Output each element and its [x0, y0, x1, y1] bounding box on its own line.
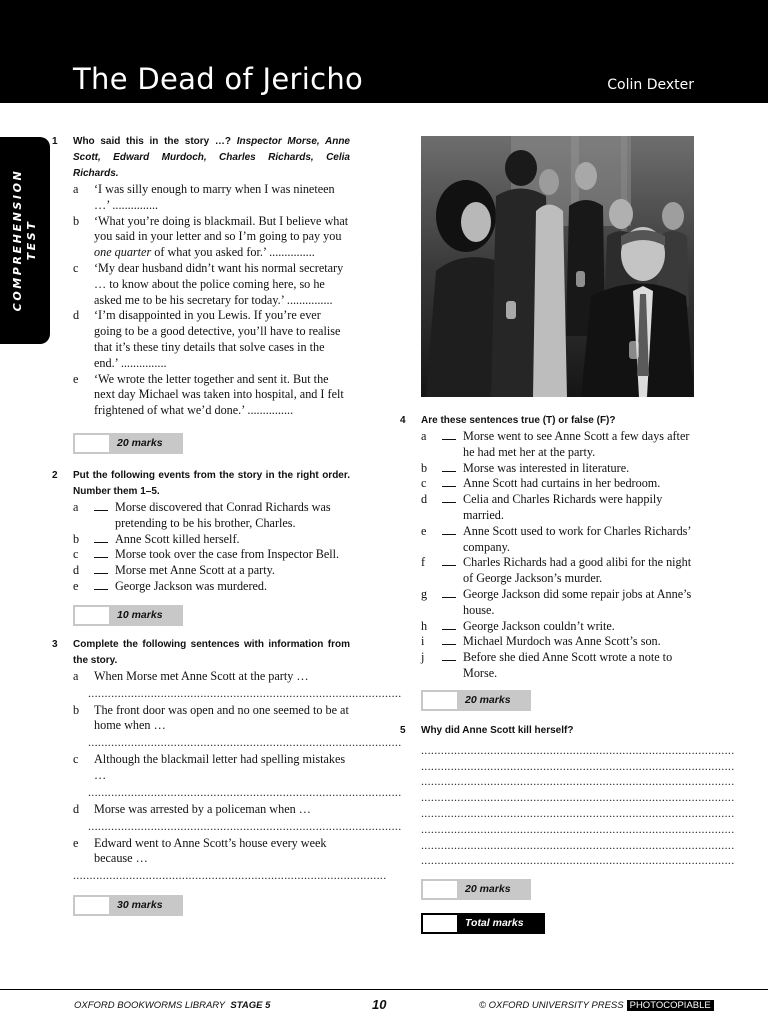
list-item	[52, 308, 350, 371]
list-item	[52, 669, 350, 685]
item-letter: c	[73, 547, 79, 562]
answer-blank[interactable]	[442, 555, 456, 566]
item-text: Morse took over the case from Inspector Bell.	[115, 547, 340, 562]
prompt-lead: Who said this in the story …?	[73, 136, 237, 147]
question-2	[52, 468, 350, 500]
item-letter: e	[73, 578, 79, 593]
photocopiable-badge: PHOTOCOPIABLE	[627, 1000, 714, 1011]
answer-line[interactable]: ...............................................................................................	[88, 784, 402, 799]
list-item	[52, 563, 350, 579]
item-text: Morse was interested in literature.	[463, 460, 630, 475]
item-text: ‘My dear husband didn’t want his normal secretary … to know about the police coming here, so he asked me to be his secretary for today.’ ...............	[94, 260, 344, 307]
item-text: Michael Murdoch was Anne Scott’s son.	[463, 634, 661, 649]
item-text: Morse was arrested by a policeman when …	[94, 801, 311, 816]
answer-line[interactable]: ...............................................................................................	[421, 853, 735, 868]
item-letter: b	[421, 460, 428, 475]
answer-blank[interactable]	[442, 524, 456, 535]
item-text-pre: ‘What you’re doing is blackmail. But I believe what you said in your letter and so I’m going to pay you	[94, 213, 349, 244]
side-tab-label	[11, 169, 39, 312]
answer-blank[interactable]	[94, 579, 108, 590]
left-column	[52, 134, 402, 916]
question-number: 2	[52, 469, 58, 481]
right-column	[400, 413, 735, 934]
item-text: The front door was open and no one seemed to be at home when …	[94, 702, 349, 733]
party-photo	[421, 136, 694, 397]
party-photo-illustration	[421, 136, 694, 397]
item-text: George Jackson was murdered.	[115, 578, 268, 593]
comprehension-test-tab	[0, 137, 50, 344]
marks-label: 20 marks	[117, 436, 163, 449]
list-item	[400, 524, 696, 556]
item-text: ‘I was silly enough to marry when I was nineteen …’ ...............	[94, 182, 335, 212]
item-letter: c	[421, 476, 427, 491]
answer-blank[interactable]	[442, 476, 456, 487]
item-letter: c	[73, 752, 79, 767]
marks-label: 20 marks	[465, 883, 511, 896]
question-prompt: Put the following events from the story in the right order. Number them 1–5.	[73, 469, 350, 497]
author-name: Colin Dexter	[607, 77, 694, 93]
answer-line[interactable]: ...............................................................................................	[73, 868, 387, 883]
marks-box-q5	[421, 879, 531, 900]
list-item	[400, 555, 696, 587]
answer-blank[interactable]	[442, 461, 456, 472]
answer-line[interactable]: ...............................................................................................	[421, 758, 735, 773]
question-prompt	[73, 134, 350, 182]
answer-blank[interactable]	[94, 532, 108, 543]
answer-blank[interactable]	[94, 547, 108, 558]
item-text: When Morse met Anne Scott at the party …	[94, 668, 309, 683]
total-marks-label: Total marks	[465, 917, 524, 930]
marks-input[interactable]	[423, 881, 457, 898]
total-marks-input[interactable]	[423, 915, 457, 932]
marks-box-q2	[73, 605, 183, 626]
list-item	[52, 500, 350, 532]
item-letter: a	[73, 668, 79, 683]
answer-line[interactable]: ...............................................................................................	[88, 735, 402, 750]
answer-blank[interactable]	[442, 492, 456, 503]
list-item	[400, 429, 696, 461]
question-prompt: Why did Anne Scott kill herself?	[421, 724, 574, 736]
side-tab-line2: TEST	[25, 219, 38, 261]
question-prompt: Are these sentences true (T) or false (F)?	[421, 415, 616, 426]
answer-line[interactable]: ...............................................................................................	[421, 774, 735, 789]
answer-blank[interactable]	[442, 650, 456, 661]
item-letter: d	[421, 492, 428, 507]
item-text: Morse met Anne Scott at a party.	[115, 563, 275, 578]
item-text: Anne Scott killed herself.	[115, 531, 240, 546]
item-text: Charles Richards had a good alibi for the night of George Jackson’s murder.	[463, 555, 692, 586]
side-tab-line1: COMPREHENSION	[11, 168, 24, 312]
item-letter: d	[73, 801, 80, 816]
list-item	[400, 634, 696, 650]
total-marks-box	[421, 913, 545, 934]
answer-blank[interactable]	[442, 587, 456, 598]
question-number: 5	[400, 724, 406, 736]
answer-line[interactable]: ...............................................................................................	[421, 821, 735, 836]
series-name: OXFORD BOOKWORMS LIBRARY	[74, 1000, 226, 1011]
question-5	[400, 723, 696, 739]
page-title: The Dead of Jericho	[73, 62, 364, 96]
item-text: Celia and Charles Richards were happily married.	[463, 492, 663, 522]
item-text-emphasis: one quarter	[94, 245, 152, 260]
answer-blank[interactable]	[442, 619, 456, 630]
footer-divider	[0, 989, 768, 990]
item-letter: i	[421, 634, 425, 649]
marks-input[interactable]	[75, 607, 109, 624]
answer-blank[interactable]	[442, 429, 456, 440]
marks-label: 30 marks	[117, 899, 163, 912]
answer-line[interactable]: ...............................................................................................	[88, 685, 402, 700]
list-item	[400, 492, 696, 524]
item-text-post: of what you asked for.’ ...............	[151, 245, 315, 260]
item-letter: a	[73, 182, 79, 196]
item-letter: b	[73, 702, 80, 717]
list-item	[52, 372, 350, 419]
marks-label: 20 marks	[465, 693, 511, 706]
item-letter: f	[421, 555, 426, 570]
item-text: Edward went to Anne Scott’s house every week because …	[94, 835, 327, 866]
item-letter: e	[421, 523, 427, 538]
item-text: George Jackson couldn’t write.	[463, 618, 615, 633]
list-item	[52, 547, 350, 563]
item-text: ‘We wrote the letter together and sent it. But the next day Michael was taken into hospital, and I felt frightened of what we’d done.’ ...............	[94, 371, 344, 418]
marks-input[interactable]	[75, 435, 109, 452]
list-item	[400, 587, 696, 619]
item-text: Morse discovered that Conrad Richards was pretending to be his brother, Charles.	[115, 499, 331, 530]
item-letter: d	[73, 563, 80, 578]
list-item	[400, 461, 696, 477]
answer-line[interactable]: ...............................................................................................	[88, 818, 402, 833]
list-item	[52, 836, 350, 868]
list-item	[52, 802, 350, 818]
question-3	[52, 637, 350, 669]
page-number: 10	[372, 997, 387, 1012]
answer-blank[interactable]	[442, 634, 456, 645]
footer-series	[74, 1000, 270, 1011]
list-item	[52, 261, 350, 308]
prompt-names: Inspector Morse, Anne Scott, Edward Murdoch, Charles Richards, Celia Richards.	[73, 136, 350, 179]
answer-line[interactable]: ...............................................................................................	[421, 742, 735, 757]
item-letter: b	[73, 213, 80, 228]
question-1	[52, 134, 350, 182]
item-text: Anne Scott used to work for Charles Richards’ company.	[463, 523, 691, 554]
footer-publisher	[479, 1000, 714, 1011]
list-item	[52, 703, 350, 735]
item-letter: g	[421, 586, 428, 601]
list-item	[52, 214, 350, 261]
list-item	[52, 752, 350, 784]
page-header	[0, 0, 768, 103]
item-letter: b	[73, 531, 80, 546]
answer-line[interactable]: ...............................................................................................	[421, 837, 735, 852]
list-item	[400, 650, 696, 682]
item-letter: h	[421, 618, 428, 633]
item-letter: c	[73, 260, 79, 275]
item-text: Anne Scott had curtains in her bedroom.	[463, 476, 661, 491]
question-number: 1	[52, 136, 58, 147]
marks-box-q3	[73, 895, 183, 916]
marks-input[interactable]	[75, 897, 109, 914]
item-letter: e	[73, 835, 79, 850]
item-letter: d	[73, 308, 80, 323]
item-text: George Jackson did some repair jobs at Anne’s house.	[463, 586, 692, 617]
item-text: Morse went to see Anne Scott a few days after he had met her at the party.	[463, 429, 690, 459]
marks-input[interactable]	[423, 692, 457, 709]
list-item	[52, 182, 350, 214]
item-letter: a	[421, 429, 427, 443]
answer-blank[interactable]	[94, 563, 108, 574]
item-text: Before she died Anne Scott wrote a note to Morse.	[463, 650, 673, 680]
item-text: ‘I’m disappointed in you Lewis. If you’re ever going to be a good detective, you’ll have to realise that it’s these tiny details that solve cases in the end.’ ...............	[94, 308, 341, 370]
publisher-name: © OXFORD UNIVERSITY PRESS	[479, 1000, 624, 1011]
question-prompt: Complete the following sentences with information from the story.	[73, 638, 350, 666]
marks-box-q4	[421, 690, 531, 711]
item-letter: j	[421, 650, 425, 665]
item-letter: e	[73, 371, 79, 386]
answer-line[interactable]: ...............................................................................................	[421, 805, 735, 820]
answer-line[interactable]: ...............................................................................................	[421, 790, 735, 805]
list-item	[400, 619, 696, 635]
item-text	[94, 214, 350, 261]
question-4	[400, 413, 696, 429]
list-item	[52, 579, 350, 595]
item-text: Although the blackmail letter had spelling mistakes …	[94, 752, 346, 782]
list-item	[400, 476, 696, 492]
item-letter: a	[73, 499, 79, 514]
marks-label: 10 marks	[117, 608, 163, 621]
answer-blank[interactable]	[94, 500, 108, 511]
stage-label: STAGE 5	[230, 1000, 271, 1011]
list-item	[52, 532, 350, 548]
marks-box-q1	[73, 433, 183, 454]
question-number: 4	[400, 415, 406, 426]
question-number: 3	[52, 638, 58, 650]
